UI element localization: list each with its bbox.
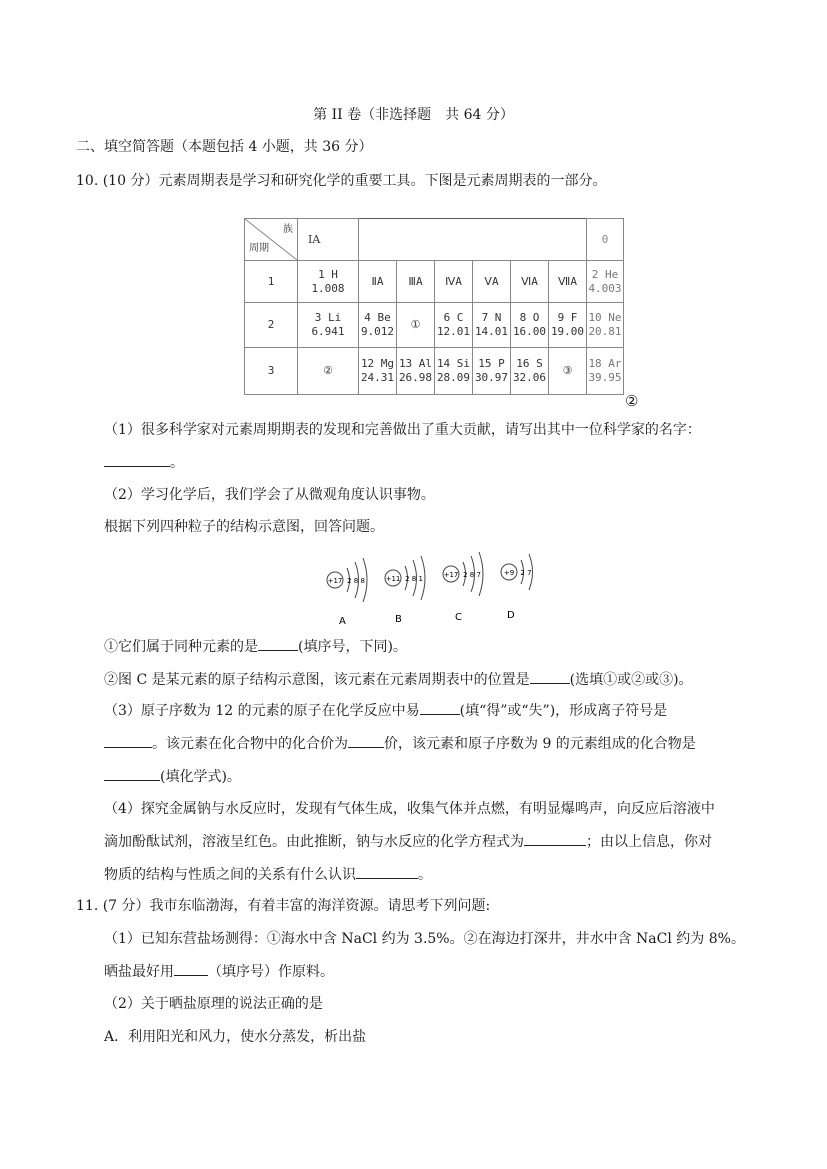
svg-text:B: B	[395, 614, 402, 625]
table-note: ②	[625, 392, 639, 410]
atom-b	[385, 556, 425, 625]
svg-text:2 7: 2 7	[520, 569, 532, 577]
q10-p4-line3: 物质的结构与性质之间的关系有什么认识 。	[104, 864, 432, 885]
period-3: 3	[245, 348, 298, 395]
svg-text:A: A	[339, 616, 346, 627]
atom-structure-diagrams	[315, 538, 555, 628]
q10-sub2: ②图 C 是某元素的原子结构示意图，该元素在元素周期表中的位置是 (选填①或②或③)。	[104, 669, 693, 690]
atom-c	[443, 552, 483, 623]
svg-text:+9: +9	[503, 569, 515, 577]
answer-blank[interactable]	[258, 636, 298, 651]
cell-h: 1 H 1.008	[298, 261, 359, 303]
answer-blank[interactable]	[356, 864, 418, 879]
q11-p2: （2）关于晒盐原理的说法正确的是	[104, 996, 323, 1012]
answer-blank[interactable]	[104, 766, 160, 781]
q10-p1-answer: 。	[104, 452, 184, 473]
header-zero: 0	[587, 219, 624, 261]
answer-blank[interactable]	[524, 831, 586, 846]
q10-p1: （1）很多科学家对元素周期期表的发现和完善做出了重大贡献，请写出其中一位科学家的名字：	[104, 422, 701, 438]
answer-blank[interactable]	[104, 452, 170, 467]
table-corner	[245, 219, 298, 261]
q10-p3-line3: (填化学式)。	[104, 766, 241, 787]
period-1: 1	[245, 261, 298, 303]
group-viia: ⅦA	[549, 261, 587, 303]
cell-o: 8 O 16.00	[511, 303, 549, 348]
cell-mg: 12 Mg 24.31	[359, 348, 397, 395]
cell-li: 3 Li 6.941	[298, 303, 359, 348]
svg-text:+11: +11	[385, 575, 401, 583]
q11-p1-line1: （1）已知东营盐场测得：①海水中含 NaCl 约为 3.5%。②在海边打深井，井水中含 NaCl 约为 8%。	[104, 931, 745, 947]
q10-sub1: ①它们属于同种元素的是 (填序号，下同)。	[104, 636, 407, 657]
q10-p4-line1: （4）探究金属钠与水反应时，发现有气体生成，收集气体并点燃，有明显爆鸣声，向反应后溶液中	[104, 801, 715, 817]
group-iia: ⅡA	[359, 261, 397, 303]
atom-d	[501, 554, 533, 621]
header-gap	[359, 219, 587, 261]
cell-blank-2: ②	[298, 348, 359, 395]
q11-intro: 11. (7 分）我市东临渤海，有着丰富的海洋资源。请思考下列问题:	[76, 898, 491, 914]
group-via: ⅥA	[511, 261, 549, 303]
svg-text:2 8 1: 2 8 1	[405, 575, 423, 583]
cell-f: 9 F 19.00	[549, 303, 587, 348]
corner-group-label: 族	[283, 224, 293, 235]
answer-blank[interactable]	[530, 669, 570, 684]
cell-be: 4 Be 9.012	[359, 303, 397, 348]
periodic-table	[244, 218, 624, 395]
cell-ne: 10 Ne 20.81	[587, 303, 624, 348]
header-ia: IA	[298, 219, 359, 261]
q10-intro: 10. (10 分）元素周期表是学习和研究化学的重要工具。下图是元素周期表的一部分。	[76, 173, 607, 189]
section-title: 第 II 卷（非选择题 共 64 分）	[313, 107, 514, 123]
cell-blank-1: ①	[397, 303, 435, 348]
cell-si: 14 Si 28.09	[435, 348, 473, 395]
cell-n: 7 N 14.01	[473, 303, 511, 348]
svg-text:+17: +17	[443, 571, 459, 579]
cell-p: 15 P 30.97	[473, 348, 511, 395]
answer-blank[interactable]	[104, 733, 152, 748]
q10-p2-intro: 根据下列四种粒子的结构示意图，回答问题。	[104, 519, 384, 535]
q11-option-a: A．利用阳光和风力，使水分蒸发，析出盐	[104, 1029, 367, 1045]
q10-p4-line2: 滴加酚酞试剂，溶液呈红色。由此推断，钠与水反应的化学方程式为 ；由以上信息，你对	[104, 831, 712, 852]
answer-blank[interactable]	[174, 961, 208, 976]
part-heading: 二、填空简答题（本题包括 4 小题，共 36 分）	[76, 139, 373, 155]
svg-text:+17: +17	[327, 577, 343, 585]
cell-al: 13 Al 26.98	[397, 348, 435, 395]
answer-blank[interactable]	[420, 700, 460, 715]
corner-period-label: 周期	[249, 243, 269, 254]
cell-s: 16 S 32.06	[511, 348, 549, 395]
svg-text:2 8 7: 2 8 7	[463, 571, 481, 579]
atom-a	[327, 558, 367, 627]
cell-blank-3: ③	[549, 348, 587, 395]
answer-blank[interactable]	[348, 733, 384, 748]
svg-text:C: C	[455, 612, 462, 623]
period-2: 2	[245, 303, 298, 348]
cell-ar: 18 Ar 39.95	[587, 348, 624, 395]
q10-p3-line1: （3）原子序数为 12 的元素的原子在化学反应中易 (填“得”或“失”)，形成离子符号是	[104, 700, 667, 721]
q11-p1-line2: 晒盐最好用 （填序号）作原料。	[104, 961, 334, 982]
group-iva: ⅣA	[435, 261, 473, 303]
group-iiia: ⅢA	[397, 261, 435, 303]
q10-p2: （2）学习化学后，我们学会了从微观角度认识事物。	[104, 487, 435, 503]
cell-he: 2 He 4.003	[587, 261, 624, 303]
cell-c: 6 C 12.01	[435, 303, 473, 348]
group-va: ⅤA	[473, 261, 511, 303]
q10-p3-line2: 。该元素在化合物中的化合价为 价，该元素和原子序数为 9 的元素组成的化合物是	[104, 733, 696, 754]
svg-text:D: D	[507, 610, 515, 621]
svg-text:2 8 8: 2 8 8	[347, 577, 365, 585]
